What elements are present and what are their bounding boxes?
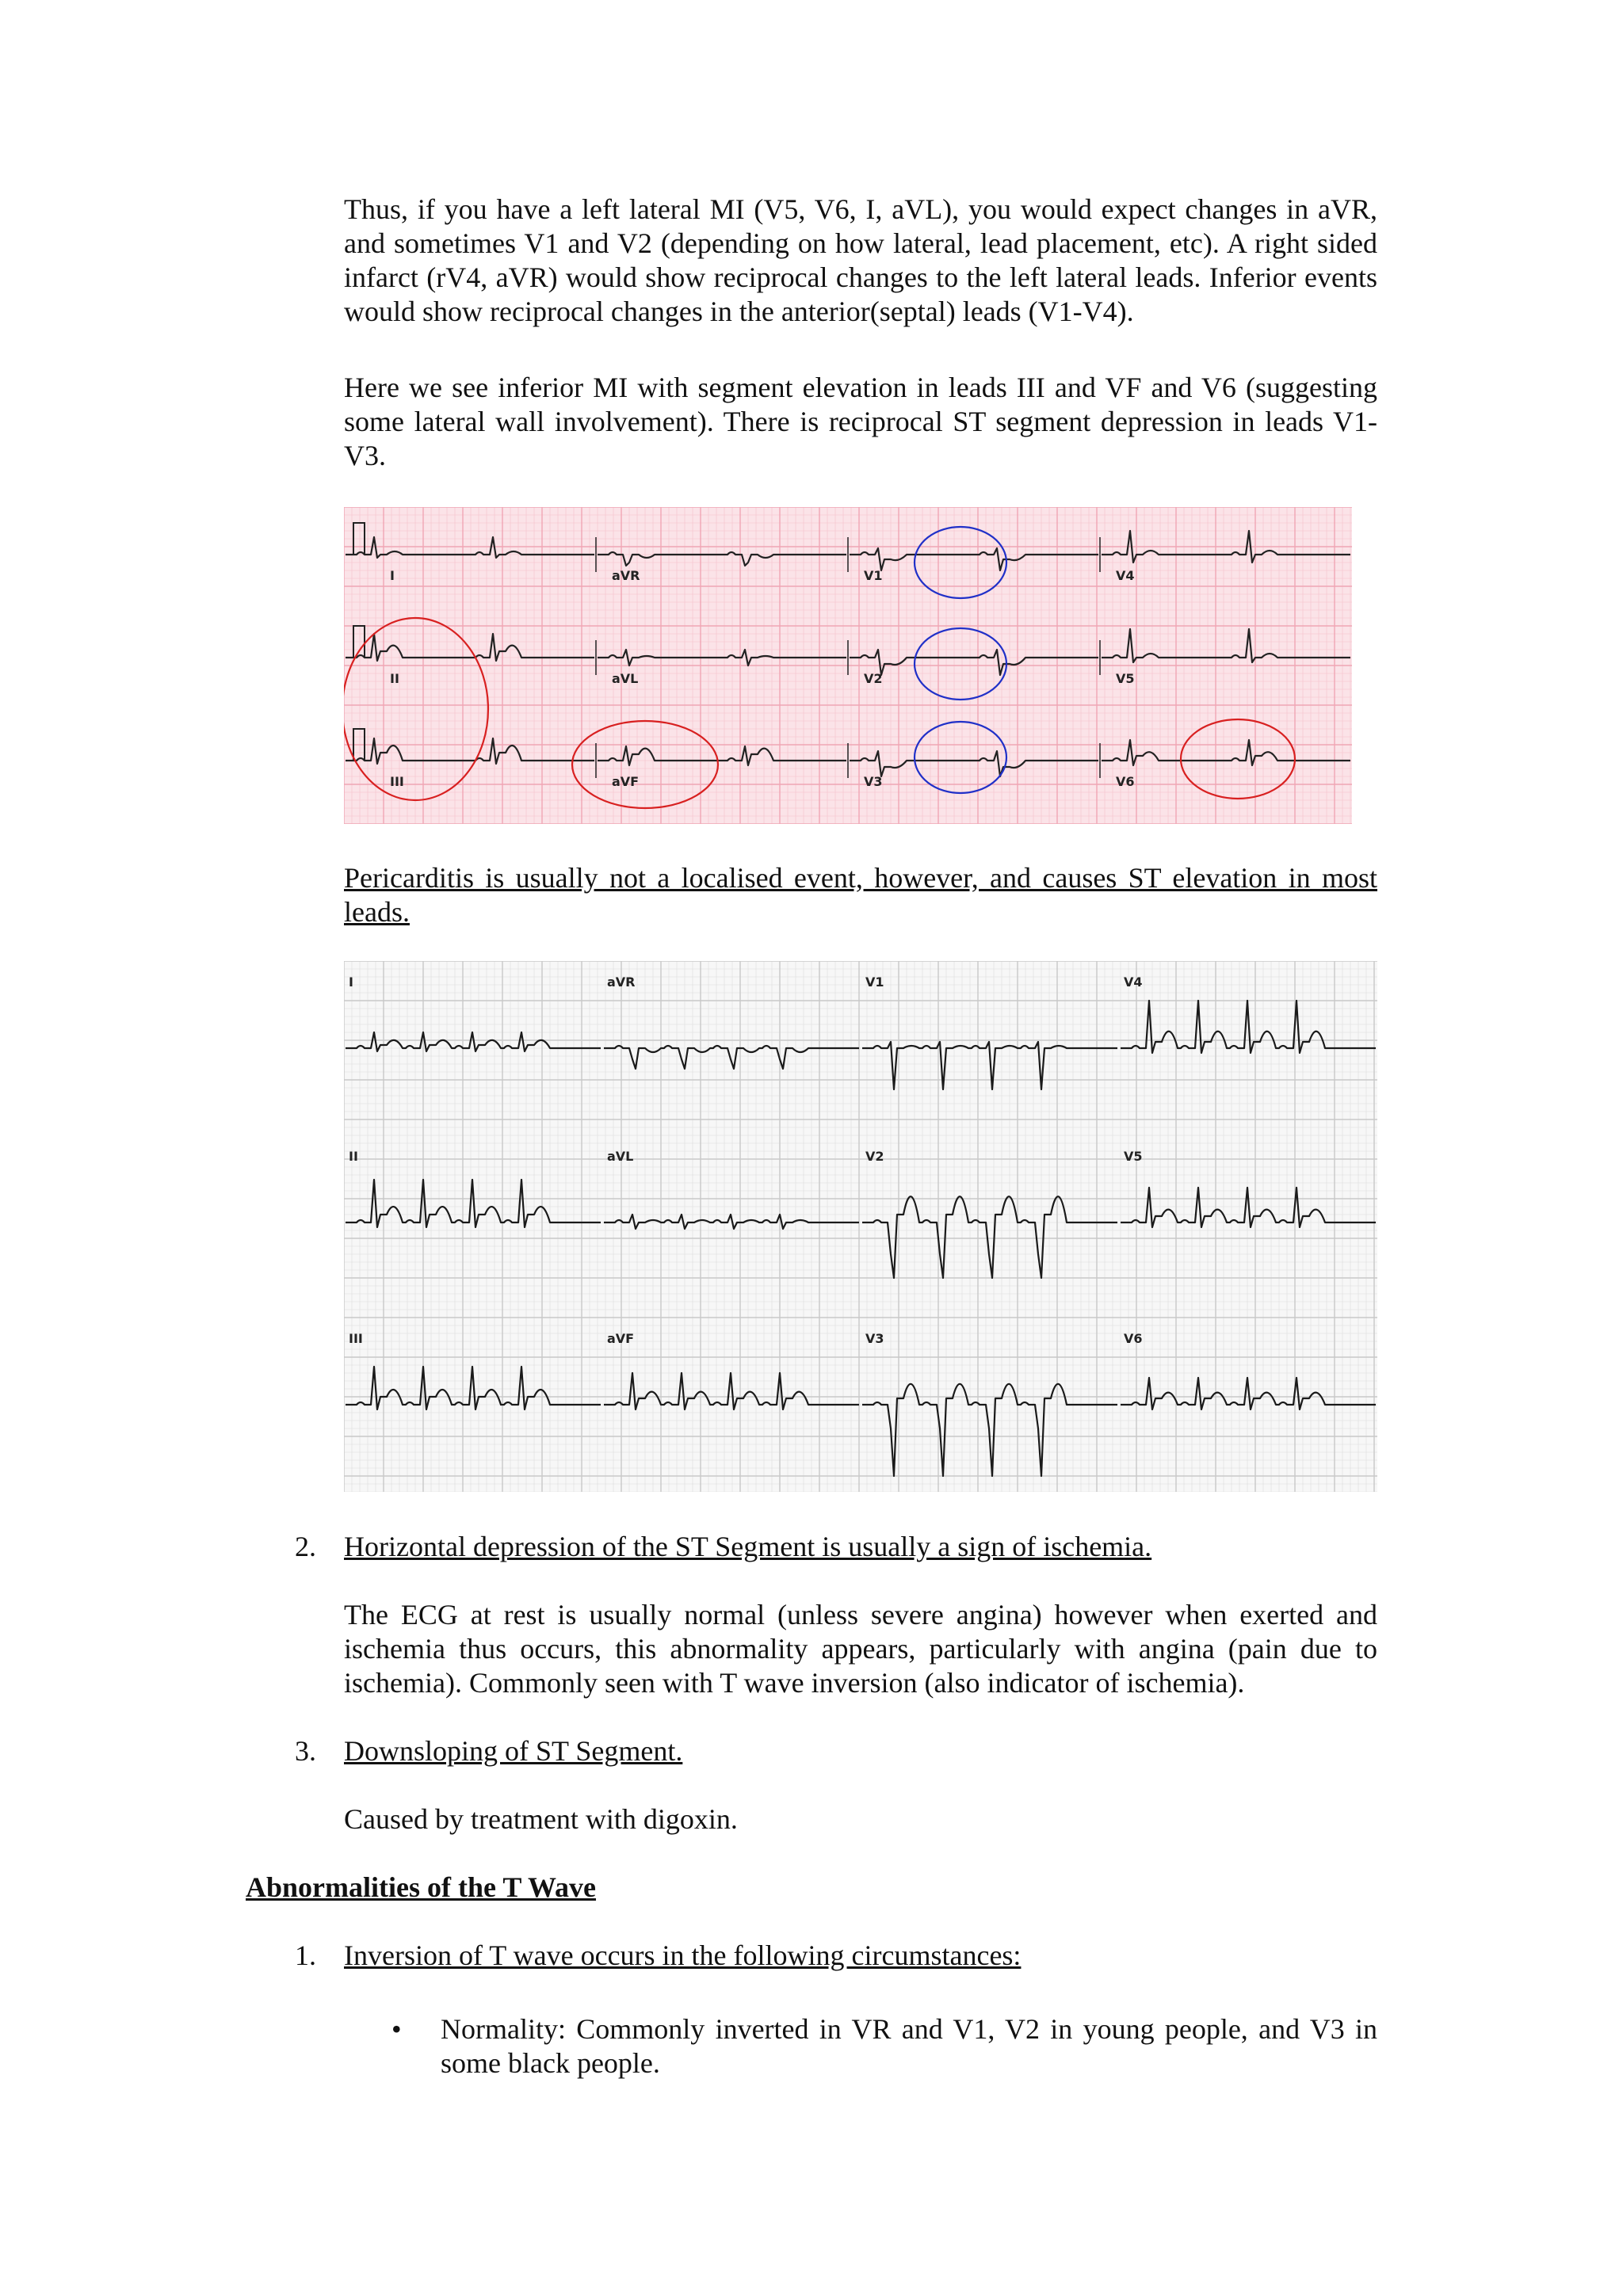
bullet-text: Normality: Commonly inverted in VR and V1, V2 in young people, and V3 in some black people.	[441, 2013, 1377, 2079]
ecg-lead-label: aVR	[612, 568, 640, 583]
ecg-lead-label: aVL	[607, 1149, 634, 1164]
ecg-lead-label: V3	[864, 774, 883, 789]
ecg-lead-label: III	[390, 774, 404, 789]
ecg-lead-label: I	[349, 974, 353, 990]
ecg-lead-label: V6	[1124, 1331, 1143, 1346]
list-number: 1.	[295, 1939, 316, 1971]
ecg-inferior-mi-figure	[344, 507, 1352, 824]
ecg-lead-label: II	[349, 1149, 358, 1164]
ecg-lead-label: aVR	[607, 974, 636, 990]
ecg-lead-label: V3	[865, 1331, 884, 1346]
ecg-lead-label: I	[390, 568, 395, 583]
list-item-text: Horizontal depression of the ST Segment is usually a sign of ischemia.	[344, 1531, 1152, 1562]
ecg-lead-label: V5	[1116, 671, 1135, 686]
ecg-lead-label: III	[349, 1331, 363, 1346]
list-item-text: Downsloping of ST Segment.	[344, 1735, 683, 1767]
ecg-lead-label: V4	[1124, 974, 1143, 990]
list-item-text: Inversion of T wave occurs in the following circumstances:	[344, 1939, 1022, 1971]
section-heading-t-wave: Abnormalities of the T Wave	[246, 1871, 597, 1903]
list-number: 3.	[295, 1735, 316, 1767]
paragraph-ecg-at-rest: The ECG at rest is usually normal (unless severe angina) however when exerted and ischemia thus occurs, this abnormality appears, particularly with angina (pain due to ischemia). Commonly seen with T wave inversion (also indicator of ischemia).	[344, 1599, 1377, 1699]
ecg-lead-label: aVL	[612, 671, 639, 686]
ecg-lead-label: V5	[1124, 1149, 1143, 1164]
ecg-lead-label: V2	[864, 671, 883, 686]
list-number: 2.	[295, 1531, 316, 1562]
ecg-lead-label: V1	[864, 568, 883, 583]
ecg-pericarditis-figure	[344, 961, 1377, 1492]
paragraph-digoxin: Caused by treatment with digoxin.	[344, 1803, 738, 1835]
paragraph-pericarditis: Pericarditis is usually not a localised event, however, and causes ST elevation in most leads.	[344, 862, 1377, 928]
ecg-lead-label: aVF	[612, 774, 640, 789]
ecg-lead-label: aVF	[607, 1331, 635, 1346]
ecg-lead-label: II	[390, 671, 399, 686]
ecg-lead-label: V6	[1116, 774, 1135, 789]
paragraph-inferior-mi: Here we see inferior MI with segment elevation in leads III and VF and V6 (suggesting some lateral wall involvement). There is reciprocal ST segment depression in leads V1-V3.	[344, 372, 1377, 471]
ecg-lead-label: V1	[865, 974, 884, 990]
ecg-lead-label: V4	[1116, 568, 1135, 583]
ecg-lead-label: V2	[865, 1149, 884, 1164]
paragraph-reciprocal-changes: Thus, if you have a left lateral MI (V5, V6, I, aVL), you would expect changes in aVR, and sometimes V1 and V2 (depending on how lateral, lead placement, etc). A right sided infarct (rV4, aVR) would show reciprocal changes to the left lateral leads. Inferior events would show reciprocal changes in the anterior(septal) leads (V1-V4).	[344, 193, 1377, 327]
bullet-mark: •	[391, 2013, 402, 2045]
